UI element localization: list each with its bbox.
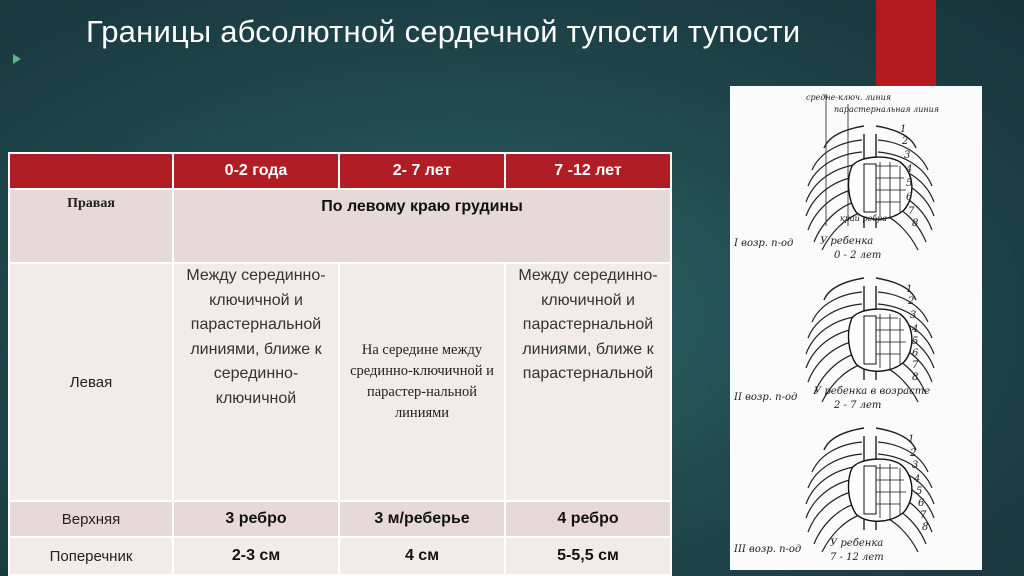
page-title: Границы абсолютной сердечной тупости тупости [86, 14, 801, 49]
svg-text:2: 2 [908, 296, 915, 307]
header-age-7-12: 7 -12 лет [505, 153, 671, 189]
table-row-upper [9, 501, 671, 537]
rib-num-2: 2 [902, 136, 909, 147]
caption-2: У ребенка в возрасте [814, 386, 931, 397]
upper-border-7-12: 4 ребро [505, 501, 671, 537]
label-rib-edge: край ребра [840, 214, 887, 223]
period-mark-1: I возр. п-од [734, 238, 794, 249]
svg-text:6: 6 [912, 348, 919, 359]
svg-text:5: 5 [916, 486, 923, 497]
upper-border-0-2: 3 ребро [173, 501, 339, 537]
table-row-right [9, 189, 671, 263]
caption-3: У ребенка [830, 538, 884, 549]
transverse-0-2: 2-3 см [173, 537, 339, 575]
table-header-row [9, 153, 671, 189]
svg-text:5: 5 [912, 336, 919, 347]
caption-3-age: 7 - 12 лет [830, 552, 884, 563]
svg-text:1: 1 [906, 284, 913, 295]
label-parasternal: парастернальная линия [834, 105, 940, 114]
row-label-transverse: Поперечник [9, 537, 173, 575]
transverse-2-7: 4 см [339, 537, 505, 575]
svg-text:1: 1 [908, 434, 915, 445]
svg-text:8: 8 [912, 372, 919, 383]
label-midclavicular: средне-ключ. линия [806, 93, 892, 102]
svg-text:3: 3 [912, 460, 919, 471]
table-row-left [9, 263, 671, 501]
row-label-left: Левая [9, 263, 173, 501]
chest-diagram-svg [730, 86, 982, 570]
bullet-arrow-icon [13, 54, 21, 64]
rib-num-7: 7 [908, 206, 915, 217]
svg-text:3: 3 [910, 310, 917, 321]
rib-num-6: 6 [906, 192, 913, 203]
row-label-upper: Верхняя [9, 501, 173, 537]
left-border-7-12: Между серединно-ключичной и парастернальной линиями, ближе к парастернальной [505, 263, 671, 501]
left-border-0-2: Между серединно-ключичной и парастернальной линиями, ближе к серединно-ключичной [173, 263, 339, 501]
svg-text:6: 6 [918, 498, 925, 509]
caption-1: У ребенка [820, 236, 874, 247]
rib-num-4: 4 [906, 164, 913, 175]
svg-text:7: 7 [912, 360, 919, 371]
caption-2-age: 2 - 7 лет [834, 400, 882, 411]
svg-text:7: 7 [920, 510, 927, 521]
rib-num-1: 1 [900, 124, 907, 135]
chest-diagram-figure [730, 86, 982, 570]
period-mark-3: III возр. п-од [734, 544, 802, 555]
transverse-7-12: 5-5,5 см [505, 537, 671, 575]
borders-table [8, 152, 672, 576]
header-age-0-2: 0-2 года [173, 153, 339, 189]
right-border-value: По левому краю грудины [173, 189, 671, 263]
upper-border-2-7: 3 м/реберье [339, 501, 505, 537]
period-mark-2: II возр. п-од [734, 392, 798, 403]
header-empty [9, 153, 173, 189]
rib-num-8: 8 [912, 218, 919, 229]
left-border-2-7: На середине между срединно-ключичной и парастер-нальной линиями [339, 263, 505, 501]
caption-1-age: 0 - 2 лет [834, 250, 882, 261]
svg-text:8: 8 [922, 522, 929, 533]
svg-text:4: 4 [914, 474, 921, 485]
rib-num-5: 5 [906, 178, 913, 189]
row-label-right: Правая [9, 189, 173, 263]
rib-num-3: 3 [904, 150, 911, 161]
svg-text:4: 4 [912, 324, 919, 335]
svg-text:2: 2 [910, 448, 917, 459]
header-age-2-7: 2- 7 лет [339, 153, 505, 189]
table-row-transverse [9, 537, 671, 575]
